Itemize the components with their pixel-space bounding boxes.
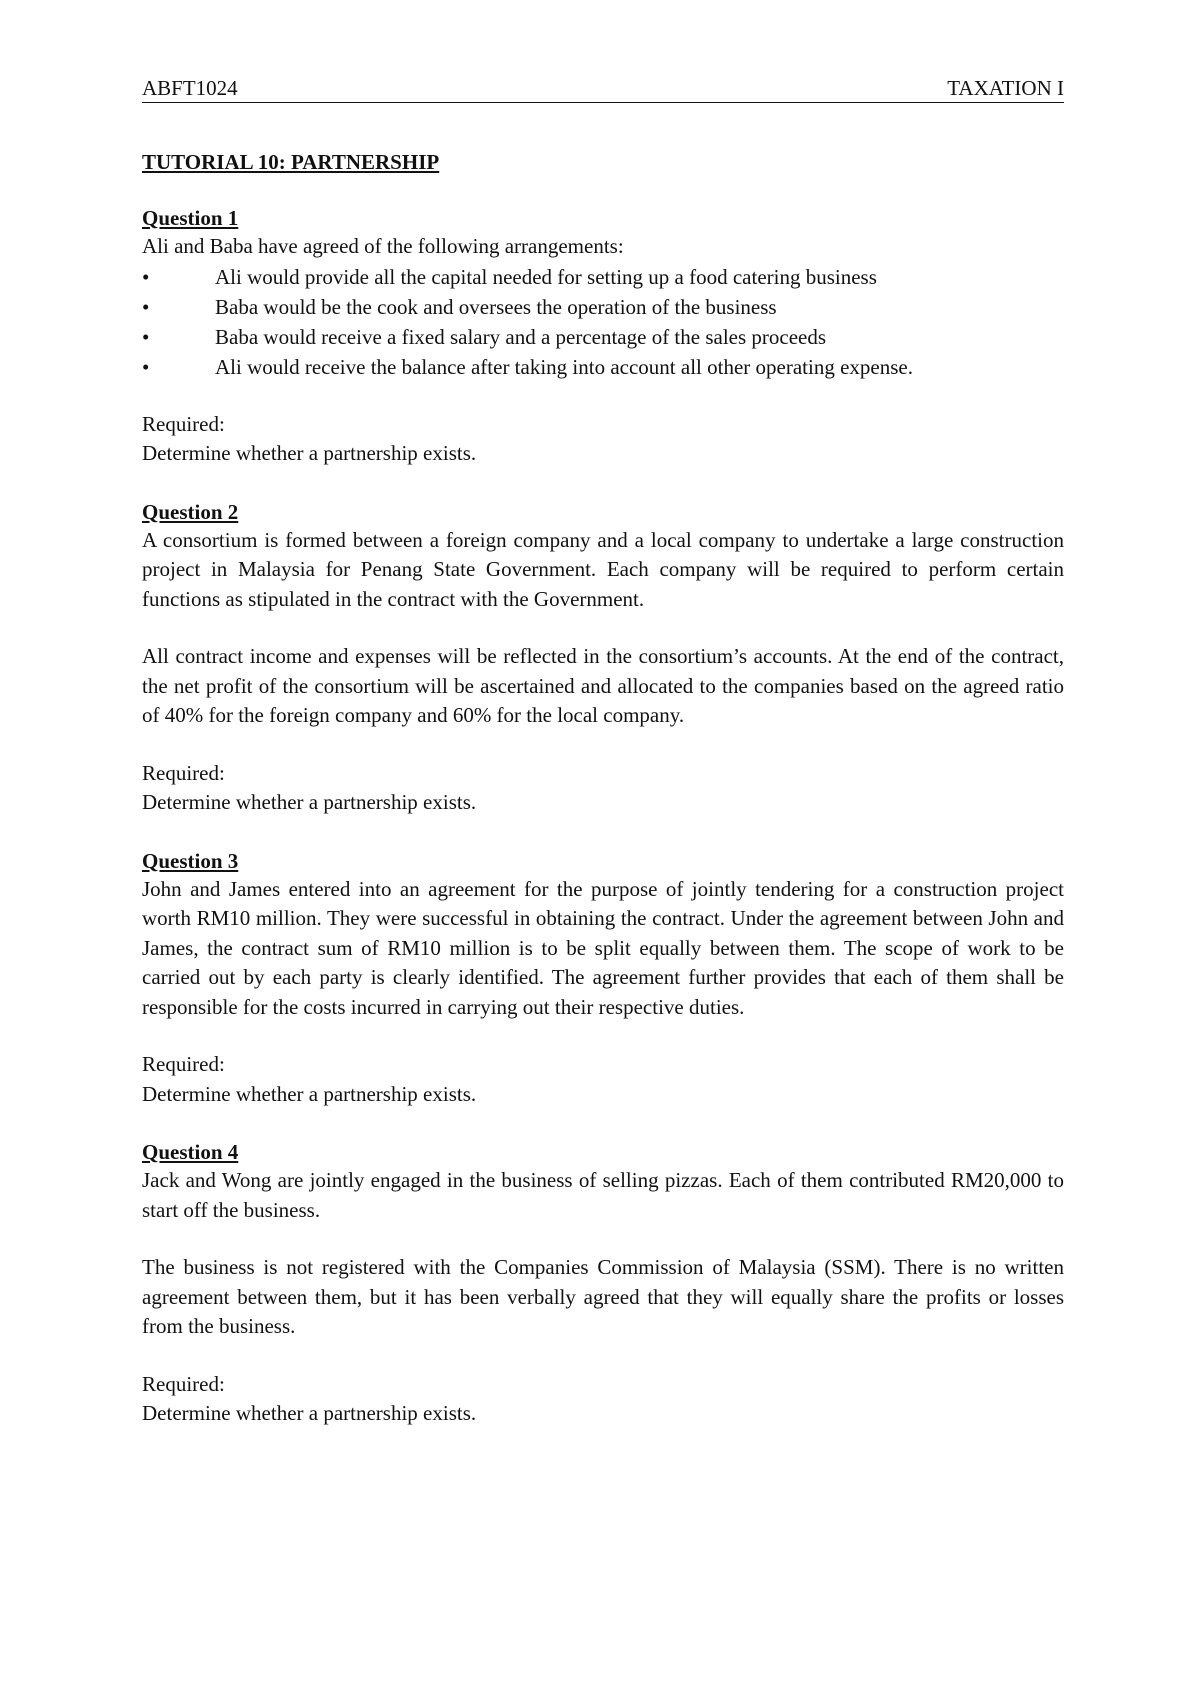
tutorial-title: TUTORIAL 10: PARTNERSHIP bbox=[142, 150, 440, 174]
question-heading: Question 2 bbox=[142, 499, 239, 524]
list-item bbox=[142, 262, 1064, 292]
question-paragraph: A consortium is formed between a foreign company and a local company to undertake a large construction project in Malaysia for Penang State Government. Each company will be required to perform certain functions as stipulated in the contract with the Government. bbox=[142, 527, 1064, 611]
question-paragraph: All contract income and expenses will be reflected in the consortium’s accounts. At the end of the contract, the net profit of the consortium will be ascertained and allocated to the companies based on the agreed ratio of 40% for the foreign company and 60% for the local company. bbox=[142, 644, 1064, 727]
question-heading: Question 1 bbox=[142, 206, 239, 230]
question-1-section bbox=[142, 205, 1064, 469]
required-text: Determine whether a partnership exists. bbox=[142, 1081, 477, 1106]
required-label: Required: bbox=[142, 760, 225, 785]
required-block bbox=[142, 410, 1064, 469]
required-text: Determine whether a partnership exists. bbox=[142, 1401, 477, 1425]
document-page bbox=[142, 76, 1064, 1429]
list-item bbox=[142, 292, 1064, 322]
required-label: Required: bbox=[142, 1371, 225, 1396]
page-header bbox=[142, 76, 1064, 103]
bullet-icon: • bbox=[142, 294, 150, 319]
course-title: TAXATION I bbox=[947, 76, 1064, 100]
question-paragraph: The business is not registered with the Companies Commission of Malaysia (SSM). There is no written agreement between them, but it has been verbally agreed that they will equally share the profits or losses from the business. bbox=[142, 1255, 1064, 1338]
required-label: Required: bbox=[142, 411, 225, 436]
required-text: Determine whether a partnership exists. bbox=[142, 441, 477, 465]
question-paragraph: Jack and Wong are jointly engaged in the business of selling pizzas. Each of them contributed RM20,000 to start off the business. bbox=[142, 1168, 1064, 1222]
required-block bbox=[142, 759, 1064, 818]
question-2-section bbox=[142, 499, 1064, 818]
course-code: ABFT1024 bbox=[142, 76, 238, 100]
bullet-icon: • bbox=[142, 264, 150, 289]
list-item-text: Baba would be the cook and oversees the operation of the business bbox=[215, 294, 777, 319]
required-text: Determine whether a partnership exists. bbox=[142, 790, 477, 814]
list-item-text: Ali would provide all the capital needed for setting up a food catering business bbox=[215, 264, 877, 289]
list-item-text: Ali would receive the balance after taking into account all other operating expense. bbox=[215, 354, 913, 379]
question-paragraph: John and James entered into an agreement for the purpose of jointly tendering for a construction project worth RM10 million. They were successful in obtaining the contract. Under the agreement between John and James, the contract sum of RM10 million is to be split equally between them. The scope of work to be carried out by each party is clearly identified. The agreement further provides that each of them shall be responsible for the costs incurred in carrying out their respective duties. bbox=[142, 876, 1064, 1019]
question-heading: Question 3 bbox=[142, 848, 239, 873]
list-item bbox=[142, 322, 1064, 352]
question-3-section bbox=[142, 848, 1064, 1110]
required-block bbox=[142, 1370, 1064, 1429]
bullet-icon: • bbox=[142, 324, 150, 349]
question-intro: Ali and Baba have agreed of the following arrangements: bbox=[142, 234, 624, 258]
question-4-section bbox=[142, 1139, 1064, 1429]
arrangement-list bbox=[142, 262, 1064, 382]
bullet-icon: • bbox=[142, 354, 150, 379]
required-block bbox=[142, 1050, 1064, 1109]
list-item bbox=[142, 352, 1064, 382]
question-heading: Question 4 bbox=[142, 1140, 239, 1164]
list-item-text: Baba would receive a fixed salary and a percentage of the sales proceeds bbox=[215, 324, 827, 349]
required-label: Required: bbox=[142, 1052, 225, 1076]
